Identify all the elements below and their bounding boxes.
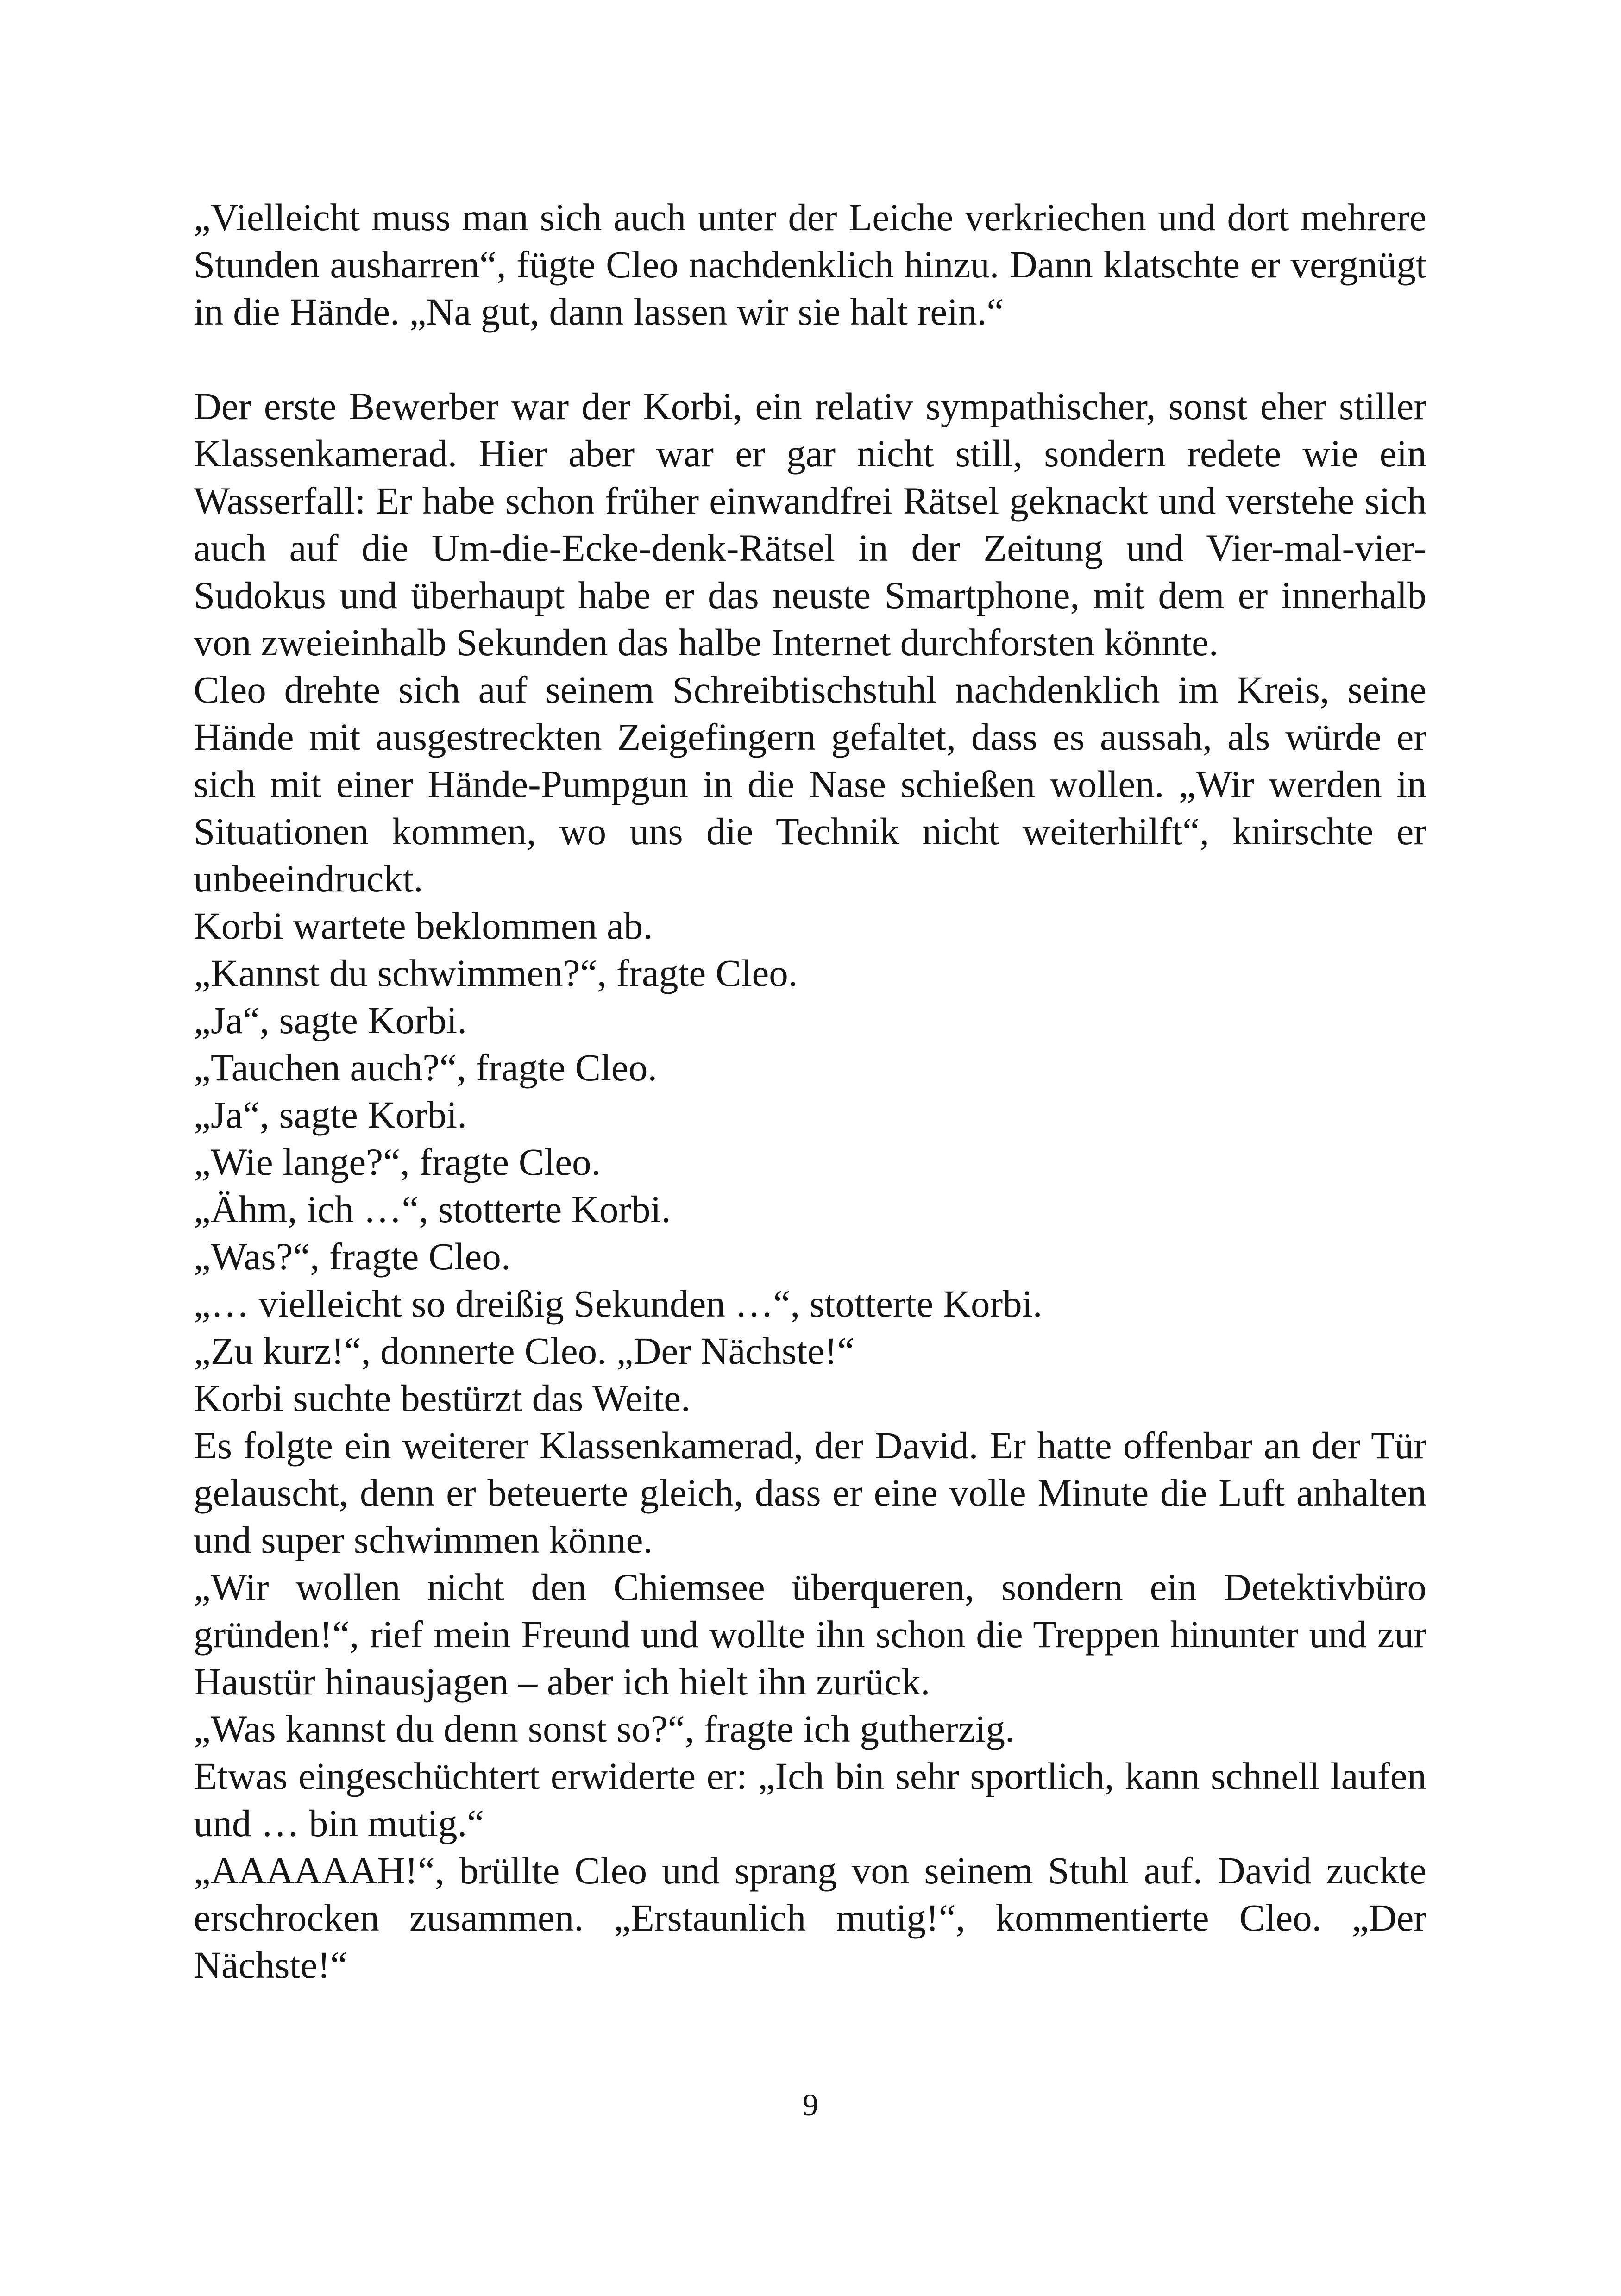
paragraph: „Ja“, sagte Korbi. [194, 1093, 467, 1136]
body-text [194, 194, 1426, 1989]
paragraph: Der erste Bewerber war der Korbi, ein relativ sympathischer, sonst eher stiller Klassenkamerad. Hier aber war er gar nicht still, sondern redete wie ein Wasserfall: Er habe schon früher einwandfrei Rätsel geknackt und verstehe sich auch auf die Um-die-Ecke-denk-Rätsel in der Zeitung und Vier-mal-vier-Sudokus und überhaupt habe er das neuste Smartphone, mit dem er innerhalb von zweieinhalb Sekunden das halbe Internet durchforsten könnte. [194, 385, 1426, 664]
paragraph: „… vielleicht so dreißig Sekunden …“, stotterte Korbi. [194, 1282, 1043, 1325]
paragraph: „Ja“, sagte Korbi. [194, 999, 467, 1041]
paragraph: Cleo drehte sich auf seinem Schreibtischstuhl nachdenklich im Kreis, seine Hände mit ausgestreckten Zeigefingern gefaltet, dass es aussah, als würde er sich mit einer Hände-Pumpgun in die Nase schießen wollen. „Wir werden in Situationen kommen, wo uns die Technik nicht weiterhilft“, knirschte er unbeeindruckt. [194, 668, 1426, 900]
paragraph: Korbi suchte bestürzt das Weite. [194, 1377, 691, 1419]
page-number: 9 [803, 2087, 818, 2122]
paragraph: „AAAAAAH!“, brüllte Cleo und sprang von seinem Stuhl auf. David zuckte erschrocken zusammen. „Erstaunlich mutig!“, kommentierte Cleo. „Der Nächste!“ [194, 1849, 1426, 1986]
paragraph: Es folgte ein weiterer Klassenkamerad, der David. Er hatte offenbar an der Tür gelauscht, denn er beteuerte gleich, dass er eine volle Minute die Luft anhalten und super schwimmen könne. [194, 1424, 1426, 1561]
paragraph: Korbi wartete beklommen ab. [194, 904, 653, 947]
paragraph: „Was kannst du denn sonst so?“, fragte ich gutherzig. [194, 1707, 1015, 1750]
paragraph: „Vielleicht muss man sich auch unter der Leiche verkriechen und dort mehrere Stunden ausharren“, fügte Cleo nachdenklich hinzu. Dann klatschte er vergnügt in die Hände. „Na gut, dann lassen wir sie halt rein.“ [194, 196, 1426, 333]
paragraph: „Ähm, ich …“, stotterte Korbi. [194, 1188, 671, 1230]
paragraph: Etwas eingeschüchtert erwiderte er: „Ich bin sehr sportlich, kann schnell laufen und … bin mutig.“ [194, 1755, 1426, 1844]
paragraph: „Wir wollen nicht den Chiemsee überqueren, sondern ein Detektivbüro gründen!“, rief mein Freund und wollte ihn schon die Treppen hinunter und zur Haustür hinausjagen – aber ich hielt ihn zurück. [194, 1566, 1426, 1703]
paragraph: „Tauchen auch?“, fragte Cleo. [194, 1046, 658, 1089]
paragraph: „Wie lange?“, fragte Cleo. [194, 1141, 601, 1183]
paragraph: „Zu kurz!“, donnerte Cleo. „Der Nächste!“ [194, 1330, 854, 1372]
paragraph: „Was?“, fragte Cleo. [194, 1235, 511, 1278]
paragraph: „Kannst du schwimmen?“, fragte Cleo. [194, 952, 798, 994]
